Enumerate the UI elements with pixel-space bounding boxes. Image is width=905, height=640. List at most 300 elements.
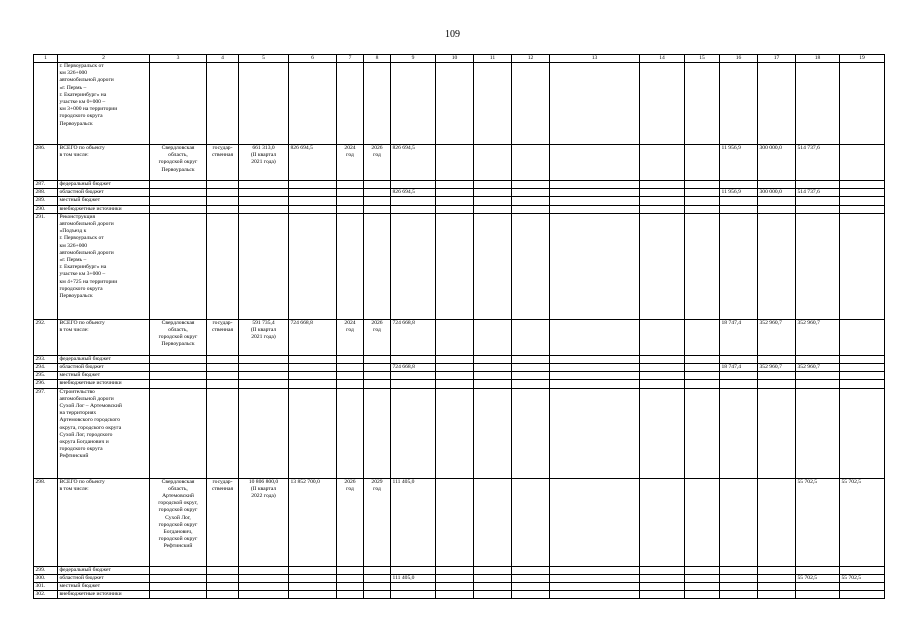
table-cell — [720, 388, 758, 478]
table-cell — [289, 355, 337, 363]
table-cell — [207, 591, 239, 599]
table-cell — [364, 380, 391, 388]
table-cell — [337, 189, 364, 197]
table-cell — [758, 591, 796, 599]
table-cell — [512, 355, 550, 363]
row-number: 289. — [34, 197, 58, 205]
table-row — [34, 181, 885, 189]
table-cell: 826 694,5 — [289, 145, 337, 181]
table-cell: 352 960,7 — [758, 319, 796, 355]
table-cell: 514 737,6 — [796, 189, 840, 197]
row-number: 301. — [34, 583, 58, 591]
table-cell — [337, 355, 364, 363]
page-number: 109 — [445, 29, 460, 40]
table-cell — [758, 388, 796, 478]
table-cell — [796, 355, 840, 363]
table-cell — [289, 591, 337, 599]
table-cell — [150, 583, 207, 591]
table-row — [34, 197, 885, 205]
table-cell — [720, 63, 758, 145]
table-cell — [239, 63, 289, 145]
table-cell — [364, 583, 391, 591]
table-row — [34, 574, 885, 582]
table-cell — [239, 566, 289, 574]
table-cell — [640, 583, 685, 591]
table-cell — [364, 364, 391, 372]
row-number: 287. — [34, 181, 58, 189]
table-cell: 352 960,7 — [796, 319, 840, 355]
column-header: 19 — [840, 55, 885, 63]
table-cell — [289, 372, 337, 380]
table-cell — [207, 372, 239, 380]
table-cell — [512, 63, 550, 145]
row-number: 293. — [34, 355, 58, 363]
row-label: областной бюджет — [58, 364, 150, 372]
table-cell — [685, 583, 720, 591]
row-number: 290. — [34, 205, 58, 213]
table-cell — [550, 181, 640, 189]
table-cell — [474, 197, 512, 205]
table-cell — [150, 197, 207, 205]
table-cell — [512, 181, 550, 189]
table-cell — [685, 319, 720, 355]
table-cell — [758, 181, 796, 189]
table-cell — [436, 380, 474, 388]
row-number: 299. — [34, 566, 58, 574]
row-label: местный бюджет — [58, 197, 150, 205]
row-label: областной бюджет — [58, 574, 150, 582]
table-cell — [436, 583, 474, 591]
row-number: 302. — [34, 591, 58, 599]
table-cell — [474, 319, 512, 355]
table-row — [34, 205, 885, 213]
table-cell — [436, 213, 474, 319]
table-row — [34, 478, 885, 566]
table-cell — [720, 591, 758, 599]
table-cell — [474, 388, 512, 478]
table-cell — [796, 591, 840, 599]
table-cell: 55 702,5 — [840, 478, 885, 566]
table-cell — [512, 380, 550, 388]
table-cell: 10 806 800,0 (II квартал 2022 года) — [239, 478, 289, 566]
column-header: 10 — [436, 55, 474, 63]
table-cell — [337, 213, 364, 319]
table-cell — [337, 566, 364, 574]
table-cell — [207, 63, 239, 145]
table-cell — [720, 574, 758, 582]
table-cell — [289, 583, 337, 591]
table-cell — [289, 213, 337, 319]
table-cell — [512, 213, 550, 319]
table-row — [34, 372, 885, 380]
column-header: 13 — [550, 55, 640, 63]
table-cell — [758, 380, 796, 388]
table-cell — [758, 197, 796, 205]
table-cell — [685, 574, 720, 582]
table-cell: 352 960,7 — [796, 364, 840, 372]
table-cell — [391, 566, 436, 574]
table-cell — [512, 566, 550, 574]
table-cell — [150, 388, 207, 478]
table-cell — [391, 380, 436, 388]
table-cell — [207, 380, 239, 388]
table-cell — [391, 583, 436, 591]
table-row — [34, 388, 885, 478]
table-row — [34, 213, 885, 319]
table-cell — [150, 205, 207, 213]
column-header: 1 — [34, 55, 58, 63]
table-cell — [640, 205, 685, 213]
table-cell — [337, 591, 364, 599]
table-cell — [150, 355, 207, 363]
table-cell — [550, 364, 640, 372]
table-cell — [364, 213, 391, 319]
table-cell — [550, 380, 640, 388]
table-cell — [512, 372, 550, 380]
table-cell — [796, 583, 840, 591]
table-cell — [289, 388, 337, 478]
row-label: ВСЕГО по объекту в том числе: — [58, 319, 150, 355]
table-cell — [391, 355, 436, 363]
table-cell — [550, 574, 640, 582]
table-cell: 2026 год — [364, 145, 391, 181]
table-cell — [640, 213, 685, 319]
table-cell — [391, 181, 436, 189]
table-cell — [239, 364, 289, 372]
table-cell — [436, 478, 474, 566]
table-cell — [436, 181, 474, 189]
table-cell — [239, 388, 289, 478]
table-cell: 352 960,7 — [758, 364, 796, 372]
table-cell — [640, 145, 685, 181]
table-cell — [150, 372, 207, 380]
table-cell — [512, 478, 550, 566]
table-cell — [474, 213, 512, 319]
row-label: местный бюджет — [58, 583, 150, 591]
table-cell — [685, 63, 720, 145]
row-label: Строительство автомобильной дороги Сухой Лог – Артемовский на территориях Артемовского городского округа, городского округа Сухой Лог, городского округа Богданович и городского округа Рефтинский — [58, 388, 150, 478]
table-cell — [391, 63, 436, 145]
table-row — [34, 591, 885, 599]
table-cell — [150, 380, 207, 388]
table-row — [34, 566, 885, 574]
table-cell: 724 668,8 — [391, 364, 436, 372]
table-cell: 724 668,8 — [391, 319, 436, 355]
table-cell — [391, 591, 436, 599]
table-cell — [436, 388, 474, 478]
table-cell — [150, 63, 207, 145]
table-cell — [796, 205, 840, 213]
table-cell — [758, 574, 796, 582]
table-cell — [436, 566, 474, 574]
table-cell: 2026 год — [337, 478, 364, 566]
table-cell — [474, 566, 512, 574]
table-cell: 55 702,5 — [796, 478, 840, 566]
table-cell — [550, 478, 640, 566]
table-cell — [207, 197, 239, 205]
row-label: ВСЕГО по объекту в том числе: — [58, 145, 150, 181]
table-cell — [474, 181, 512, 189]
table-cell — [840, 355, 885, 363]
table-cell — [337, 181, 364, 189]
table-row — [34, 63, 885, 145]
table-cell — [436, 205, 474, 213]
table-cell — [474, 189, 512, 197]
table-cell — [550, 566, 640, 574]
table-cell — [640, 355, 685, 363]
table-cell — [207, 181, 239, 189]
table-cell — [239, 380, 289, 388]
table-cell — [474, 380, 512, 388]
row-label: Реконструкция автомобильной дороги «Подъезд к г. Первоуральск от км 326+000 автомобильной дороги «г. Пермь – г. Екатеринбург» на участке км 3+000 – км 4+725 на территории городского округа Первоуральск — [58, 213, 150, 319]
row-label: ВСЕГО по объекту в том числе: — [58, 478, 150, 566]
table-cell — [550, 213, 640, 319]
row-label: федеральный бюджет — [58, 566, 150, 574]
table-cell — [337, 197, 364, 205]
table-cell — [685, 205, 720, 213]
table-cell — [550, 205, 640, 213]
table-cell — [840, 583, 885, 591]
table-cell — [758, 63, 796, 145]
table-cell — [364, 355, 391, 363]
table-cell — [289, 205, 337, 213]
table-row — [34, 319, 885, 355]
table-cell — [474, 63, 512, 145]
table-row — [34, 189, 885, 197]
table-cell — [640, 591, 685, 599]
table-cell: 2024 год — [337, 145, 364, 181]
table-cell: 300 000,0 — [758, 189, 796, 197]
table-cell — [685, 478, 720, 566]
table-cell — [337, 380, 364, 388]
table-cell — [436, 364, 474, 372]
column-header: 2 — [58, 55, 150, 63]
row-number — [34, 63, 58, 145]
table-cell — [685, 145, 720, 181]
table-cell — [720, 372, 758, 380]
table-cell — [840, 380, 885, 388]
table-cell — [720, 583, 758, 591]
table-cell — [391, 213, 436, 319]
row-label: внебюджетные источники — [58, 591, 150, 599]
table-cell — [436, 574, 474, 582]
table-cell — [840, 197, 885, 205]
row-number: 291. — [34, 213, 58, 319]
table-cell: 13 852 700,0 — [289, 478, 337, 566]
table-cell — [550, 591, 640, 599]
table-cell — [640, 189, 685, 197]
table-cell: 18 747,4 — [720, 319, 758, 355]
table-cell — [840, 372, 885, 380]
table-cell — [640, 197, 685, 205]
table-cell: 11 956,9 — [720, 189, 758, 197]
table-cell: 11 956,9 — [720, 145, 758, 181]
row-number: 288. — [34, 189, 58, 197]
column-header: 18 — [796, 55, 840, 63]
table-cell — [640, 372, 685, 380]
column-header: 9 — [391, 55, 436, 63]
table-cell — [474, 372, 512, 380]
table-cell — [239, 197, 289, 205]
table-cell — [512, 319, 550, 355]
table-cell — [685, 189, 720, 197]
row-label: федеральный бюджет — [58, 181, 150, 189]
table-cell — [289, 181, 337, 189]
table-cell — [758, 583, 796, 591]
table-cell — [512, 388, 550, 478]
table-cell — [550, 583, 640, 591]
table-cell: государ- ственная — [207, 478, 239, 566]
table-cell — [207, 388, 239, 478]
table-cell — [512, 583, 550, 591]
table-cell — [364, 591, 391, 599]
table-cell — [720, 566, 758, 574]
table-cell — [685, 181, 720, 189]
table-cell — [512, 364, 550, 372]
table-cell — [758, 205, 796, 213]
table-cell — [840, 364, 885, 372]
table-cell — [640, 319, 685, 355]
table-cell — [474, 574, 512, 582]
table-cell — [550, 145, 640, 181]
table-cell — [239, 181, 289, 189]
table-cell — [337, 574, 364, 582]
table-row — [34, 583, 885, 591]
table-cell — [207, 213, 239, 319]
table-cell — [436, 319, 474, 355]
table-cell — [840, 145, 885, 181]
table-cell — [840, 205, 885, 213]
table-cell — [289, 380, 337, 388]
row-label: областной бюджет — [58, 189, 150, 197]
table-cell — [640, 566, 685, 574]
table-cell: 18 747,4 — [720, 364, 758, 372]
table-cell — [436, 372, 474, 380]
table-cell — [150, 574, 207, 582]
table-cell — [337, 364, 364, 372]
table-cell — [720, 478, 758, 566]
table-row — [34, 355, 885, 363]
table-cell: 826 694,5 — [391, 189, 436, 197]
table-cell — [289, 197, 337, 205]
table-cell: 55 702,5 — [796, 574, 840, 582]
column-header: 3 — [150, 55, 207, 63]
table-cell — [512, 197, 550, 205]
table-cell — [512, 205, 550, 213]
table-cell — [207, 583, 239, 591]
table-cell — [364, 181, 391, 189]
row-number: 296. — [34, 380, 58, 388]
table-cell — [436, 355, 474, 363]
column-header: 11 — [474, 55, 512, 63]
table-cell — [337, 372, 364, 380]
table-cell: 661 313,0 (II квартал 2021 года) — [239, 145, 289, 181]
table-cell — [550, 388, 640, 478]
table-cell — [391, 388, 436, 478]
table-cell — [337, 388, 364, 478]
table-cell — [436, 63, 474, 145]
table-cell — [207, 364, 239, 372]
table-cell — [796, 380, 840, 388]
table-cell — [239, 574, 289, 582]
table-cell — [840, 189, 885, 197]
table-cell — [640, 388, 685, 478]
table-cell — [391, 372, 436, 380]
table-cell — [550, 319, 640, 355]
table-cell — [685, 364, 720, 372]
table-cell — [364, 205, 391, 213]
table-cell — [337, 205, 364, 213]
table-cell — [150, 566, 207, 574]
table-cell: Свердловская область, городской округ Первоуральск — [150, 145, 207, 181]
table-cell — [150, 364, 207, 372]
row-number: 286. — [34, 145, 58, 181]
column-header: 5 — [239, 55, 289, 63]
table-cell: 2024 год — [337, 319, 364, 355]
table-row — [34, 364, 885, 372]
column-header: 17 — [758, 55, 796, 63]
table-cell: Свердловская область, Артемовский городской округ, городской округ Сухой Лог, городской округ Богданович, городской округ Рефтинский — [150, 478, 207, 566]
column-header: 4 — [207, 55, 239, 63]
table-cell: 2026 год — [364, 319, 391, 355]
column-header: 8 — [364, 55, 391, 63]
table-cell — [640, 574, 685, 582]
table-cell — [685, 197, 720, 205]
column-header: 6 — [289, 55, 337, 63]
table-cell — [512, 145, 550, 181]
table-cell — [685, 355, 720, 363]
table-cell — [685, 213, 720, 319]
table-cell — [550, 189, 640, 197]
table-cell — [436, 145, 474, 181]
table-cell — [685, 388, 720, 478]
row-label: внебюджетные источники — [58, 380, 150, 388]
table-cell — [720, 181, 758, 189]
table-cell — [337, 583, 364, 591]
table-cell: 111 405,0 — [391, 478, 436, 566]
table-cell — [796, 388, 840, 478]
row-number: 295. — [34, 372, 58, 380]
table-cell — [239, 213, 289, 319]
table-cell — [289, 189, 337, 197]
table-cell — [289, 574, 337, 582]
table-cell: 514 737,6 — [796, 145, 840, 181]
table-cell — [239, 205, 289, 213]
table-cell — [337, 63, 364, 145]
column-header: 14 — [640, 55, 685, 63]
table-cell — [436, 197, 474, 205]
table-cell — [758, 355, 796, 363]
table-cell — [796, 213, 840, 319]
table-cell — [207, 355, 239, 363]
row-label: местный бюджет — [58, 372, 150, 380]
table-cell — [840, 566, 885, 574]
table-cell — [391, 197, 436, 205]
table-cell — [685, 380, 720, 388]
table-cell — [685, 372, 720, 380]
table-cell — [474, 145, 512, 181]
table-cell — [364, 189, 391, 197]
table-cell — [720, 380, 758, 388]
table-cell — [720, 213, 758, 319]
table-cell — [364, 372, 391, 380]
table-cell — [239, 591, 289, 599]
table-cell — [840, 388, 885, 478]
table-cell — [207, 205, 239, 213]
row-label: г. Первоуральск от км 326+000 автомобильной дороги «г. Пермь – г. Екатеринбург» на участке км 0+000 – км 3+000 на территории городского округа Первоуральск — [58, 63, 150, 145]
table-cell: 826 694,5 — [391, 145, 436, 181]
table-cell: Свердловская область, городской округ Первоуральск — [150, 319, 207, 355]
